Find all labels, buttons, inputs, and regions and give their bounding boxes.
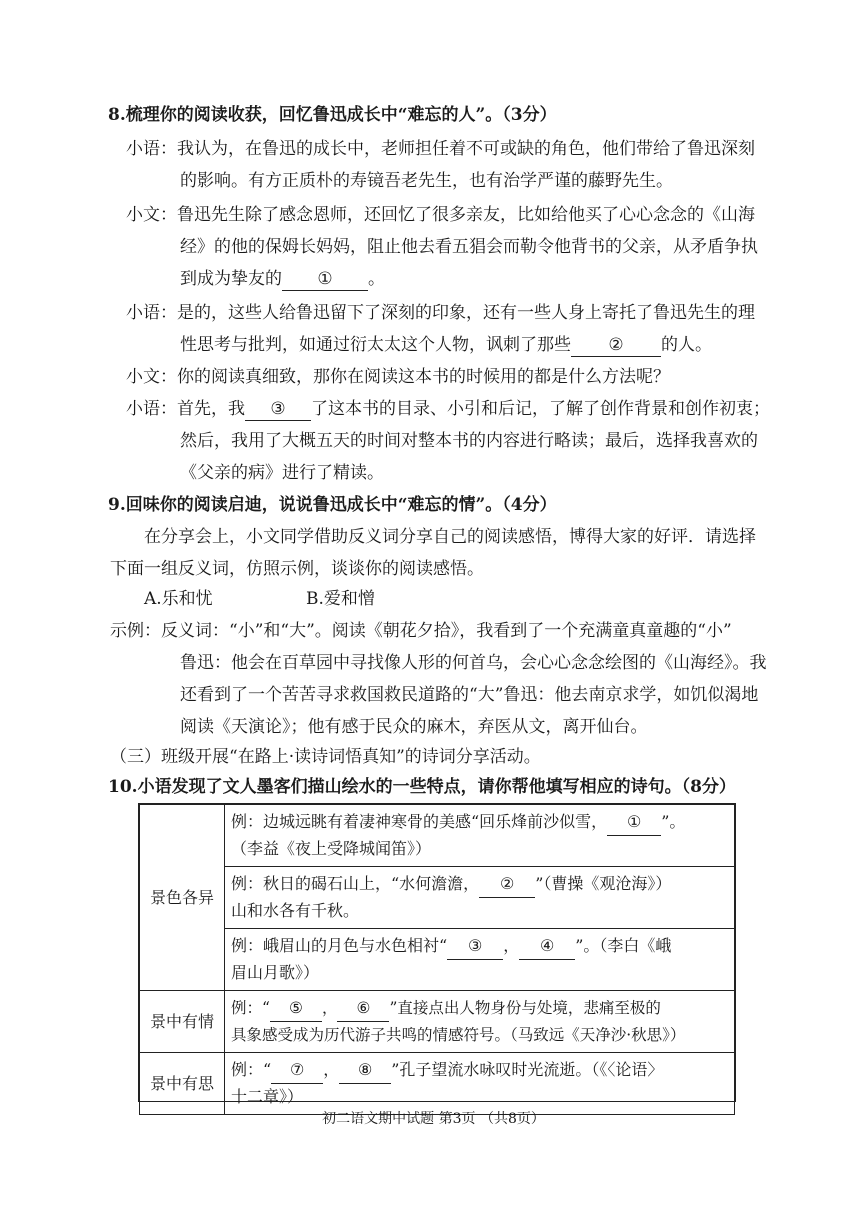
table-cell [225,805,735,867]
q9-example-line: 鲁迅：他会在百草园中寻找像人形的何首乌，会心心念念绘图的《山海经》。我 [180,653,767,673]
q8-dialogue-line: 的影响。有方正质朴的寿镜吾老先生，也有治学严谨的藤野先生。 [180,171,673,191]
q8-title: 8.梳理你的阅读收获，回忆鲁迅成长中“难忘的人”。（3分） [108,105,557,125]
q9-example-line: 示例：反义词：“小”和“大”。阅读《朝花夕拾》，我看到了一个充满童真童趣的“小” [110,621,732,641]
text-segment: ”（曹操《观沧海》） [535,874,672,893]
category-cell: 景中有情 [140,991,225,1053]
q8-dialogue-line [180,334,712,357]
q8-dialogue-line [126,398,770,421]
text-segment: 例：秋日的碣石山上，“水何澹澹， [231,874,480,893]
text-segment: 的人。 [661,335,712,355]
text-segment: 例：峨眉山的月色与水色相衬“ [231,936,448,955]
text-segment: 。 [368,269,385,289]
text-segment: ， [323,1060,340,1079]
q8-dialogue-line: 《父亲的病》进行了精读。 [180,463,384,483]
text-segment: ， [321,999,338,1017]
answer-blank-3[interactable]: ③ [447,933,503,960]
poetry-table [138,803,736,1106]
text-segment: 了这本书的目录、小引和后记，了解了创作背景和创作初衷； [311,399,770,419]
text-segment: 十二章》） [231,1087,304,1106]
text-segment: 小语：首先，我 [126,399,245,419]
q8-dialogue-line: 小文：你的阅读真细致，那你在阅读这本书的时候用的都是什么方法呢？ [126,367,670,387]
q8-dialogue-line [180,268,385,291]
text-segment: ”。 [661,812,686,831]
answer-blank-6[interactable]: ⑥ [337,995,389,1022]
answer-blank-5[interactable]: ⑤ [270,995,322,1022]
table-cell [225,929,735,991]
q8-dialogue-line: 小文：鲁迅先生除了感念恩师，还回忆了很多亲友，比如给他买了心心念念的《山海 [126,205,755,225]
text-segment: ”直接点出人物身份与处境，悲痛至极的 [389,999,661,1017]
text-segment: 例：边城远眺有着凄神寒骨的美感“回乐烽前沙似雪， [231,812,608,831]
table-cell [225,867,735,929]
answer-blank-2[interactable]: ② [571,334,661,357]
answer-blank-7[interactable]: ⑦ [271,1057,323,1084]
category-cell: 景中有思 [140,1053,225,1115]
answer-blank-2[interactable]: ② [479,871,535,898]
section-heading: （三）班级开展“在路上·读诗词悟真知”的诗词分享活动。 [110,747,541,767]
text-segment: 眉山月歌》） [231,963,320,982]
answer-blank-3[interactable]: ③ [245,398,311,421]
answer-blank-4[interactable]: ④ [519,933,575,960]
table-cell [225,991,735,1053]
answer-blank-1[interactable]: ① [607,809,661,836]
option-a[interactable]: A.乐和忧 [144,589,213,609]
text-segment: ”孔子望流水咏叹时光流逝。（《〈论语〉 [391,1060,664,1079]
option-b[interactable]: B.爱和憎 [306,589,375,609]
text-segment: 例：“ [231,1060,272,1079]
text-segment: （李益《夜上受降城闻笛》） [231,839,432,858]
q8-dialogue-line: 小语：我认为，在鲁迅的成长中，老师担任着不可或缺的角色，他们带给了鲁迅深刻 [126,139,755,159]
q9-example-line: 阅读《天演论》；他有感于民众的麻木，弃医从文，离开仙台。 [180,717,648,737]
page-footer: 初二语文期中试题 第3页 （共8页） [322,1111,545,1127]
text-segment: 性思考与批判，如通过衍太太这个人物，讽刺了那些 [180,335,571,355]
answer-blank-8[interactable]: ⑧ [339,1057,391,1084]
q8-dialogue-line: 小语：是的，这些人给鲁迅留下了深刻的印象，还有一些人身上寄托了鲁迅先生的理 [126,303,755,323]
q8-dialogue-line: 然后，我用了大概五天的时间对整本书的内容进行略读；最后，选择我喜欢的 [180,431,758,451]
text-segment: 例：“ [231,999,270,1017]
q9-example-line: 还看到了一个苦苦寻求救国救民道路的“大”鲁迅：他去南京求学，如饥似渴地 [180,685,759,705]
text-segment: ， [503,936,520,955]
q9-paragraph-line: 在分享会上，小文同学借助反义词分享自己的阅读感悟，博得大家的好评．请选择 [144,527,756,547]
text-segment: 具象感受成为历代游子共鸣的情感符号。（马致远《天净沙·秋思》） [231,1026,686,1044]
q10-title: 10.小语发现了文人墨客们描山绘水的一些特点，请你帮他填写相应的诗句。（8分） [108,777,736,797]
text-segment: 山和水各有千秋。 [231,901,360,920]
text-segment: 到成为挚友的 [180,269,282,289]
q8-dialogue-line: 经》的他的保姆长妈妈，阻止他去看五猖会而勒令他背书的父亲，从矛盾争执 [180,237,758,257]
answer-blank-1[interactable]: ① [282,268,368,291]
q9-paragraph-line: 下面一组反义词，仿照示例，谈谈你的阅读感悟。 [110,559,484,579]
text-segment: ”。（李白《峨 [575,936,672,955]
table-cell [225,1053,735,1115]
category-cell: 景色各异 [140,805,225,991]
q9-title: 9.回味你的阅读启迪，说说鲁迅成长中“难忘的情”。（4分） [108,495,557,515]
